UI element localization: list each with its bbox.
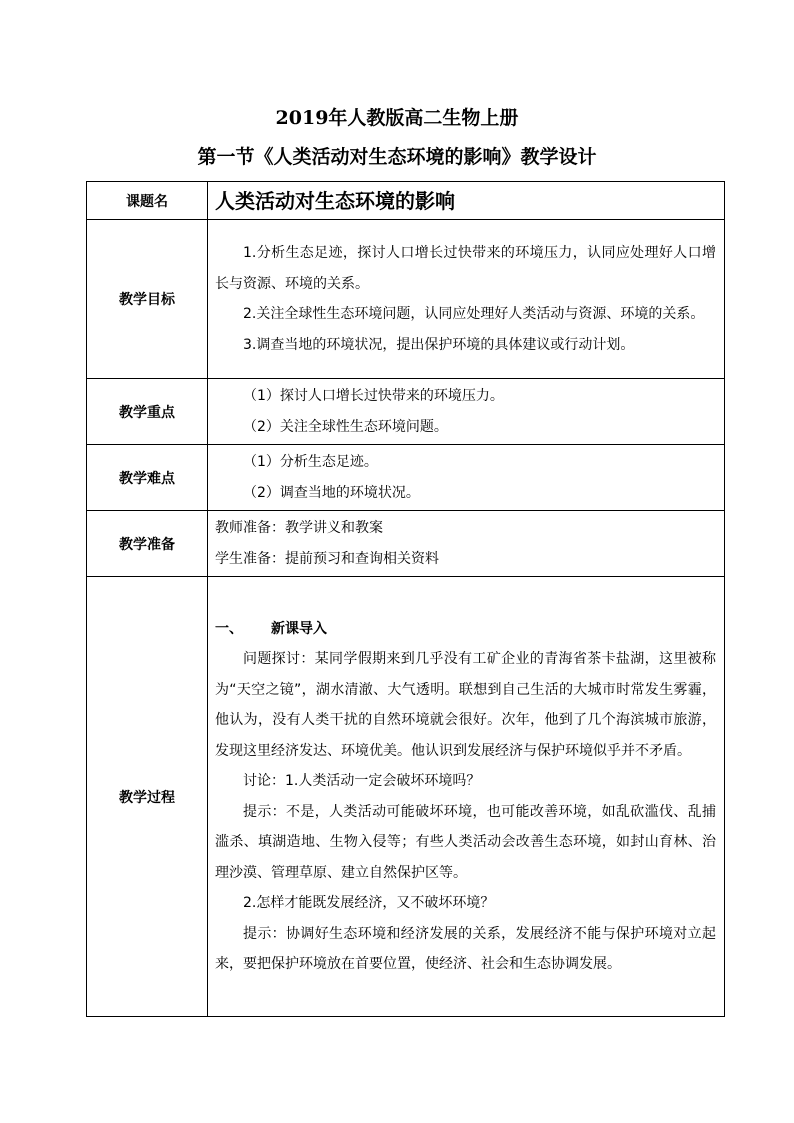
table-row-key-points <box>87 379 725 445</box>
section-title: 新课导入 <box>271 620 327 637</box>
document-title: 2019年人教版高二生物上册 <box>275 107 519 129</box>
key-points-content <box>208 379 725 445</box>
difficulties-label: 教学难点 <box>87 445 208 511</box>
process-label: 教学过程 <box>87 577 208 1017</box>
process-content <box>208 577 725 1017</box>
difficulty-item: （1）分析生态足迹。 <box>243 454 378 470</box>
difficulty-item: （2）调查当地的环境状况。 <box>243 484 420 501</box>
preparation-label: 教学准备 <box>87 511 208 577</box>
objective-item: 3.调查当地的环境状况，提出保护环境的具体建议或行动计划。 <box>243 336 635 353</box>
process-paragraph: 讨论：1.人类活动一定会破坏环境吗？ <box>243 773 481 789</box>
objective-item: 1.分析生态足迹，探讨人口增长过快带来的环境压力，认同应处理好人口增长与资源、环境的关系。 <box>215 245 716 292</box>
section-number: 一、 <box>215 620 243 637</box>
process-paragraph: 提示：不是，人类活动可能破坏环境，也可能改善环境，如乱砍滥伐、乱捕滥杀、填湖造地、生物入侵等；有些人类活动会改善生态环境，如封山育林、治理沙漠、管理草原、建立自然保护区等。 <box>215 803 716 881</box>
difficulties-content <box>208 445 725 511</box>
key-point-item: （2）关注全球性生态环境问题。 <box>243 418 448 435</box>
table-row-preparation <box>87 511 725 577</box>
table-row-objectives <box>87 220 725 379</box>
objective-item: 2.关注全球性生态环境问题，认同应处理好人类活动与资源、环境的关系。 <box>243 306 705 322</box>
objectives-label: 教学目标 <box>87 220 208 379</box>
topic-value: 人类活动对生态环境的影响 <box>208 182 725 220</box>
key-points-label: 教学重点 <box>87 379 208 445</box>
section-heading <box>215 614 716 645</box>
process-paragraph: 2.怎样才能既发展经济，又不破坏环境？ <box>243 895 495 911</box>
lesson-plan-table <box>86 181 725 1017</box>
preparation-item: 教师准备：教学讲义和教案 <box>215 520 383 536</box>
preparation-content <box>208 511 725 577</box>
topic-label: 课题名 <box>87 182 208 220</box>
objectives-content <box>208 220 725 379</box>
table-row-topic <box>87 182 725 220</box>
table-row-difficulties <box>87 445 725 511</box>
process-paragraph: 问题探讨：某同学假期来到几乎没有工矿企业的青海省茶卡盐湖，这里被称为“天空之镜”，湖水清澈、大气透明。联想到自己生活的大城市时常发生雾霾，他认为，没有人类干扰的自然环境就会很好。次年，他到了几个海滨城市旅游，发现这里经济发达、环境优美。他认识到发展经济与保护环境似乎并不矛盾。 <box>215 651 716 759</box>
table-row-process <box>87 577 725 1017</box>
document-subtitle: 第一节《人类活动对生态环境的影响》教学设计 <box>197 146 597 168</box>
key-point-item: （1）探讨人口增长过快带来的环境压力。 <box>243 388 504 404</box>
process-paragraph: 提示：协调好生态环境和经济发展的关系，发展经济不能与保护环境对立起来，要把保护环境放在首要位置，使经济、社会和生态协调发展。 <box>215 925 716 972</box>
preparation-item: 学生准备：提前预习和查询相关资料 <box>215 550 439 567</box>
